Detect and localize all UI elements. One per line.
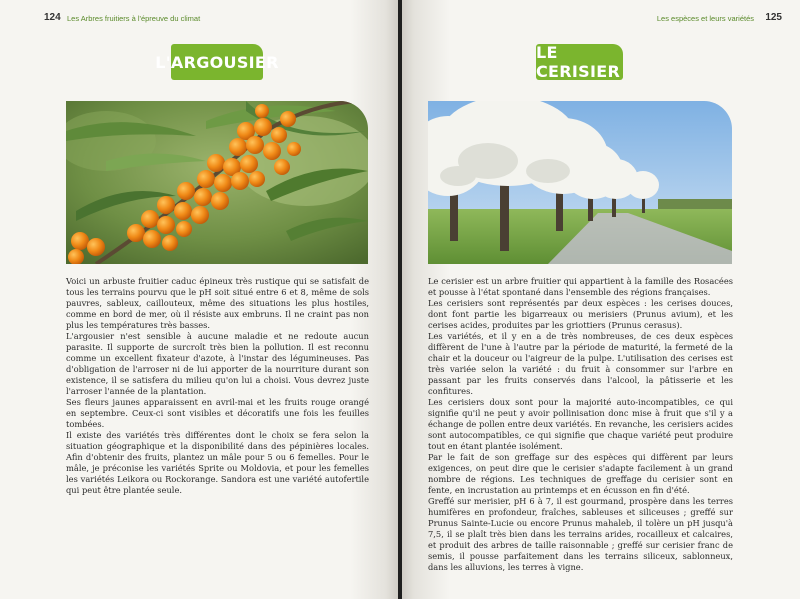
running-head-left: Les Arbres fruitiers à l'épreuve du climat bbox=[67, 14, 201, 23]
cherry-orchard-photo bbox=[428, 101, 732, 264]
body-text-right bbox=[428, 276, 733, 573]
paragraph: Les cerisiers doux sont pour la majorité auto-incompatibles, ce qui signifie qu'il ne peut y avoir pollinisation donc mise à fruit que s'il y a échange de pollen entre deux variétés. En revanche, les cerisiers acides sont autocompatibles, ce qui signifie que chaque variété peut produire tout en étant plantée isolément. bbox=[428, 397, 733, 451]
paragraph: Greffé sur merisier, pH 6 à 7, il est gourmand, prospère dans les terres humifères en profondeur, fraîches, sableuses et siliceuses ; greffé sur Prunus Sainte-Lucie ou encore Prunus mahaleb, il tolère un pH jusqu'à 7,5, il se plaît très bien dans les terrains arides, rocailleux et calcaires, et produit des arbres de taille raisonnable ; greffé sur cerisier franc de semis, il pousse parfaitement dans les terrains siliceux, sablonneux, dans les alluvions, les terres à vigne. bbox=[428, 496, 733, 572]
page-number-left: 124 bbox=[44, 12, 61, 23]
section-title-right: LE CERISIER bbox=[536, 44, 623, 80]
paragraph: Les cerisiers sont représentés par deux espèces : les cerises douces, dont font partie les bigarreaux ou merisiers (Prunus avium), et les cerises acides, produites par les griottiers (Prunus cerasus). bbox=[428, 298, 733, 330]
sea-buckthorn-illustration bbox=[66, 101, 368, 264]
paragraph: Ses fleurs jaunes apparaissent en avril-mai et les fruits rouge orangé en septembre. Ceux-ci sont visibles et décoratifs une fois les feuilles tombées. bbox=[66, 397, 369, 429]
page-number-right: 125 bbox=[765, 12, 782, 23]
left-page bbox=[0, 0, 398, 599]
section-title-left: L'ARGOUSIER bbox=[171, 44, 263, 80]
paragraph: Les variétés, et il y en a de très nombreuses, de ces deux espèces diffèrent de l'une à l'autre par la période de maturité, la fermeté de la chair et la douceur ou l'aigreur de la pulpe. L'utilisation des cerises est très variée selon la variété : du fruit à consommer sur l'arbre en passant par les fruits conservés dans l'alcool, la pâtisserie et les confitures. bbox=[428, 331, 733, 396]
paragraph: Le cerisier est un arbre fruitier qui appartient à la famille des Rosacées et pousse à l'état spontané dans l'ensemble des régions françaises. bbox=[428, 276, 733, 297]
sea-buckthorn-photo bbox=[66, 101, 368, 264]
paragraph: Voici un arbuste fruitier caduc épineux très rustique qui se satisfait de tous les terrains pourvu que le pH soit situé entre 6 et 8, même de sols pauvres, sableux, caillouteux, même des situations les plus hostiles, comme en bord de mer, où il résiste aux embruns. Il ne craint pas non plus les températures très basses. bbox=[66, 276, 369, 330]
cherry-orchard-illustration bbox=[428, 101, 732, 264]
right-page bbox=[402, 0, 800, 599]
paragraph: L'argousier n'est sensible à aucune maladie et ne redoute aucun parasite. Il supporte de surcroît très bien la pollution. Il est reconnu comme un excellent fixateur d'azote, à l'instar des légumineuses. Pas d'obligation de l'arroser ni de lui apporter de la nourriture durant son existence, il se satisfera du milieu qu'on lui a choisi. Vous devrez juste l'arroser l'année de la plantation. bbox=[66, 331, 369, 396]
running-head-right: Les espèces et leurs variétés bbox=[656, 14, 754, 23]
paragraph: Il existe des variétés très différentes dont le choix se fera selon la situation géographique et la disponibilité dans des pépinières locales. Afin d'obtenir des fruits, plantez un mâle pour 5 ou 6 femelles. Pour le mâle, je préconise les variétés Sprite ou Moldovia, et pour les femelles les variétés Leikora ou Rockorange. Sandora est une variété autofertile qui peut être plantée seule. bbox=[66, 430, 369, 495]
paragraph: Par le fait de son greffage sur des espèces qui diffèrent par leurs exigences, on peut dire que le cerisier s'adapte facilement à un grand nombre de régions. Les techniques de greffage du cerisier sont en fente, en incrustation au printemps et en écusson en fin d'été. bbox=[428, 452, 733, 495]
body-text-left bbox=[66, 276, 369, 496]
